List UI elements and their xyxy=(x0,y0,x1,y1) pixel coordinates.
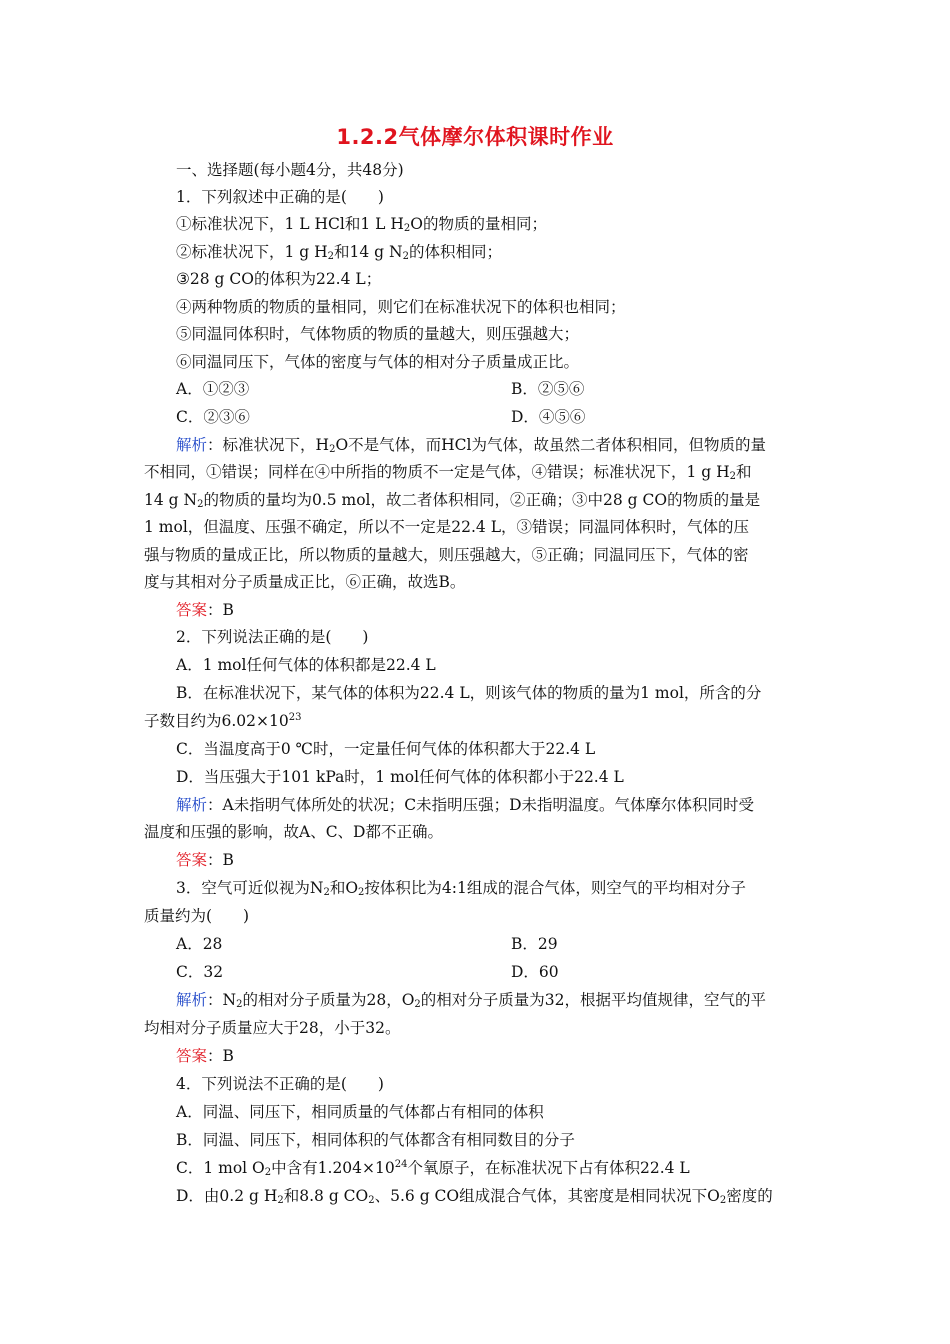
q1-statement-5: ⑤同温同体积时，气体物质的物质的量越大，则压强越大； xyxy=(176,325,580,343)
q1-option-d: D．④⑤⑥ xyxy=(511,408,586,426)
q2-option-b-line-1: B．在标准状况下，某气体的体积为22.4 L，则该气体的物质的量为1 mol，所含的分 xyxy=(176,684,762,702)
q3-option-a: A．28 xyxy=(176,935,223,953)
q1-analysis-line-2: 不相同，①错误；同样在④中所指的物质不一定是气体，④错误；标准状况下，1 g $H_2$和 xyxy=(144,463,752,482)
q4-option-c: C．1 mol $O_2$中含有$1.204\times 10^{24}$个氧原子，在标准状况下占有体积22.4 L xyxy=(176,1159,690,1178)
q2-analysis-line-2: 温度和压强的影响，故A、C、D都不正确。 xyxy=(144,823,443,841)
answer-label: 答案 xyxy=(176,601,208,619)
q1-stem: 1．下列叙述中正确的是( ) xyxy=(176,188,384,206)
q1-statement-2: ②标准状况下，1 g $H_2$和14 g $N_2$的体积相同； xyxy=(176,243,502,262)
q1-option-a: A．①②③ xyxy=(176,380,250,398)
q1-answer: 答案：B xyxy=(176,601,234,619)
answer-label: 答案 xyxy=(176,851,208,869)
q4-option-d: D．由0.2 g $H_2$和8.8 g $CO_2$、5.6 g CO组成混合气体，其密度是相同状况下$O_2$密度的 xyxy=(176,1187,773,1206)
q1-analysis-line-1: 解析：标准状况下，$H_2O$不是气体，而HCl为气体，故虽然二者体积相同，但物质的量 xyxy=(176,436,766,455)
q2-option-c: C．当温度高于0 ℃时，一定量任何气体的体积都大于22.4 L xyxy=(176,740,596,758)
q4-option-b: B．同温、同压下，相同体积的气体都含有相同数目的分子 xyxy=(176,1131,575,1149)
analysis-label: 解析 xyxy=(176,991,208,1009)
q3-analysis-line-2: 均相对分子质量应大于28，小于32。 xyxy=(144,1019,401,1037)
q4-option-a: A．同温、同压下，相同质量的气体都占有相同的体积 xyxy=(176,1103,544,1121)
q2-option-d: D．当压强大于101 kPa时，1 mol任何气体的体积都小于22.4 L xyxy=(176,768,624,786)
q3-option-c: C．32 xyxy=(176,963,224,981)
q3-stem-line-1: 3．空气可近似视为$N_2$和$O_2$按体积比为4:1组成的混合气体，则空气的平均相对分子 xyxy=(176,879,746,898)
section-heading: 一、选择题(每小题4分，共48分) xyxy=(176,161,404,179)
q1-statement-4: ④两种物质的物质的量相同，则它们在标准状况下的体积也相同； xyxy=(176,298,626,316)
q3-option-d: D．60 xyxy=(511,963,559,981)
analysis-label: 解析 xyxy=(176,796,208,814)
q3-answer: 答案：B xyxy=(176,1047,234,1065)
q2-option-a: A．1 mol任何气体的体积都是22.4 L xyxy=(176,656,436,674)
answer-label: 答案 xyxy=(176,1047,208,1065)
page-title: 1.2.2气体摩尔体积课时作业 xyxy=(336,125,614,149)
q1-statement-3: ③28 g CO的体积为22.4 L； xyxy=(176,270,382,288)
q3-option-b: B．29 xyxy=(511,935,558,953)
q4-stem: 4．下列说法不正确的是( ) xyxy=(176,1075,384,1093)
q1-statement-6: ⑥同温同压下，气体的密度与气体的相对分子质量成正比。 xyxy=(176,353,580,371)
q1-analysis-line-3: 14 g $N_2$的物质的量均为0.5 mol，故二者体积相同，②正确；③中28 g CO的物质的量是 xyxy=(144,491,761,510)
q1-analysis-line-5: 强与物质的量成正比，所以物质的量越大，则压强越大，⑤正确；同温同压下，气体的密 xyxy=(144,546,749,564)
q1-option-b: B．②⑤⑥ xyxy=(511,380,585,398)
q1-option-c: C．②③⑥ xyxy=(176,408,250,426)
analysis-label: 解析 xyxy=(176,436,208,454)
q2-answer: 答案：B xyxy=(176,851,234,869)
q1-analysis-line-6: 度与其相对分子质量成正比，⑥正确，故选B。 xyxy=(144,573,466,591)
q2-stem: 2．下列说法正确的是( ) xyxy=(176,628,369,646)
q3-analysis-line-1: 解析：$N_2$的相对分子质量为28，$O_2$的相对分子质量为32，根据平均值规律，空气的平 xyxy=(176,991,767,1010)
q1-statement-1: ①标准状况下，1 L HCl和1 L $H_2O$的物质的量相同； xyxy=(176,215,547,234)
q3-stem-line-2: 质量约为( ) xyxy=(144,907,250,925)
q2-analysis-line-1: 解析：A未指明气体所处的状况；C未指明压强；D未指明温度。气体摩尔体积同时受 xyxy=(176,796,755,814)
q1-analysis-line-4: 1 mol，但温度、压强不确定，所以不一定是22.4 L，③错误；同温同体积时，气体的压 xyxy=(144,518,750,536)
q2-option-b-line-2: 子数目约为$6.02\times 10^{23}$ xyxy=(144,712,302,730)
